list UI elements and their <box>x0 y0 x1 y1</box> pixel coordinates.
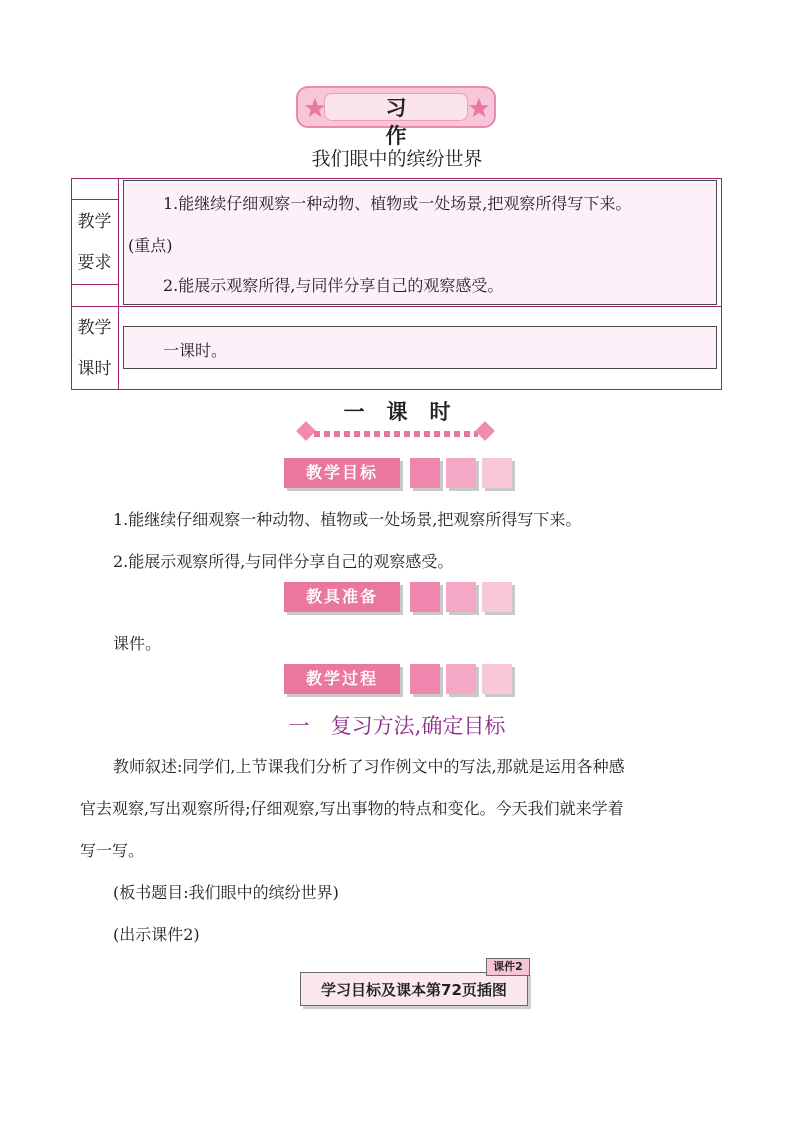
decor-square <box>446 664 476 694</box>
title-banner <box>296 86 496 148</box>
section-label-goals: 教学目标 <box>284 458 400 488</box>
requirement-item-1-note: (重点) <box>128 236 173 255</box>
courseware-tag: 课件2 <box>486 958 530 976</box>
goal-item-2: 2.能展示观察所得,与同伴分享自己的观察感受。 <box>113 552 454 571</box>
period-label-2: 课时 <box>77 359 112 379</box>
decor-square <box>410 664 440 694</box>
decor-square <box>446 582 476 612</box>
requirements-label-2: 要求 <box>77 253 112 273</box>
section-title: 一 复习方法,确定目标 <box>288 714 506 738</box>
paragraph-line-3: 写一写。 <box>80 841 145 860</box>
paragraph-line-2: 官去观察,写出观察所得;仔细观察,写出事物的特点和变化。今天我们就来学着 <box>80 799 624 818</box>
star-icon <box>468 97 490 119</box>
period-text: 一课时。 <box>163 341 228 360</box>
paragraph-line-1: 教师叙述:同学们,上节课我们分析了习作例文中的写法,那就是运用各种感 <box>113 757 625 776</box>
dotted-divider <box>314 431 478 437</box>
requirement-item-1: 1.能继续仔细观察一种动物、植物或一处场景,把观察所得写下来。 <box>163 194 632 213</box>
lesson-heading: 一课时 <box>343 400 473 424</box>
banner-title: 习作 <box>324 93 468 121</box>
tools-text: 课件。 <box>113 634 162 653</box>
decor-square <box>410 582 440 612</box>
decor-square <box>482 582 512 612</box>
star-icon <box>304 97 326 119</box>
courseware-box: 学习目标及课本第72页插图 <box>300 972 528 1006</box>
decor-square <box>482 664 512 694</box>
requirement-item-2: 2.能展示观察所得,与同伴分享自己的观察感受。 <box>163 276 504 295</box>
decor-square <box>410 458 440 488</box>
goal-item-1: 1.能继续仔细观察一种动物、植物或一处场景,把观察所得写下来。 <box>113 510 582 529</box>
period-label-1: 教学 <box>77 318 112 338</box>
board-note: (板书题目:我们眼中的缤纷世界) <box>113 883 339 902</box>
decor-square <box>482 458 512 488</box>
requirements-label-1: 教学 <box>77 212 112 232</box>
section-label-process: 教学过程 <box>284 664 400 694</box>
document-title: 我们眼中的缤纷世界 <box>311 148 483 170</box>
decor-square <box>446 458 476 488</box>
section-label-tools: 教具准备 <box>284 582 400 612</box>
show-note: (出示课件2) <box>113 925 200 944</box>
table-row-divider <box>71 306 722 307</box>
